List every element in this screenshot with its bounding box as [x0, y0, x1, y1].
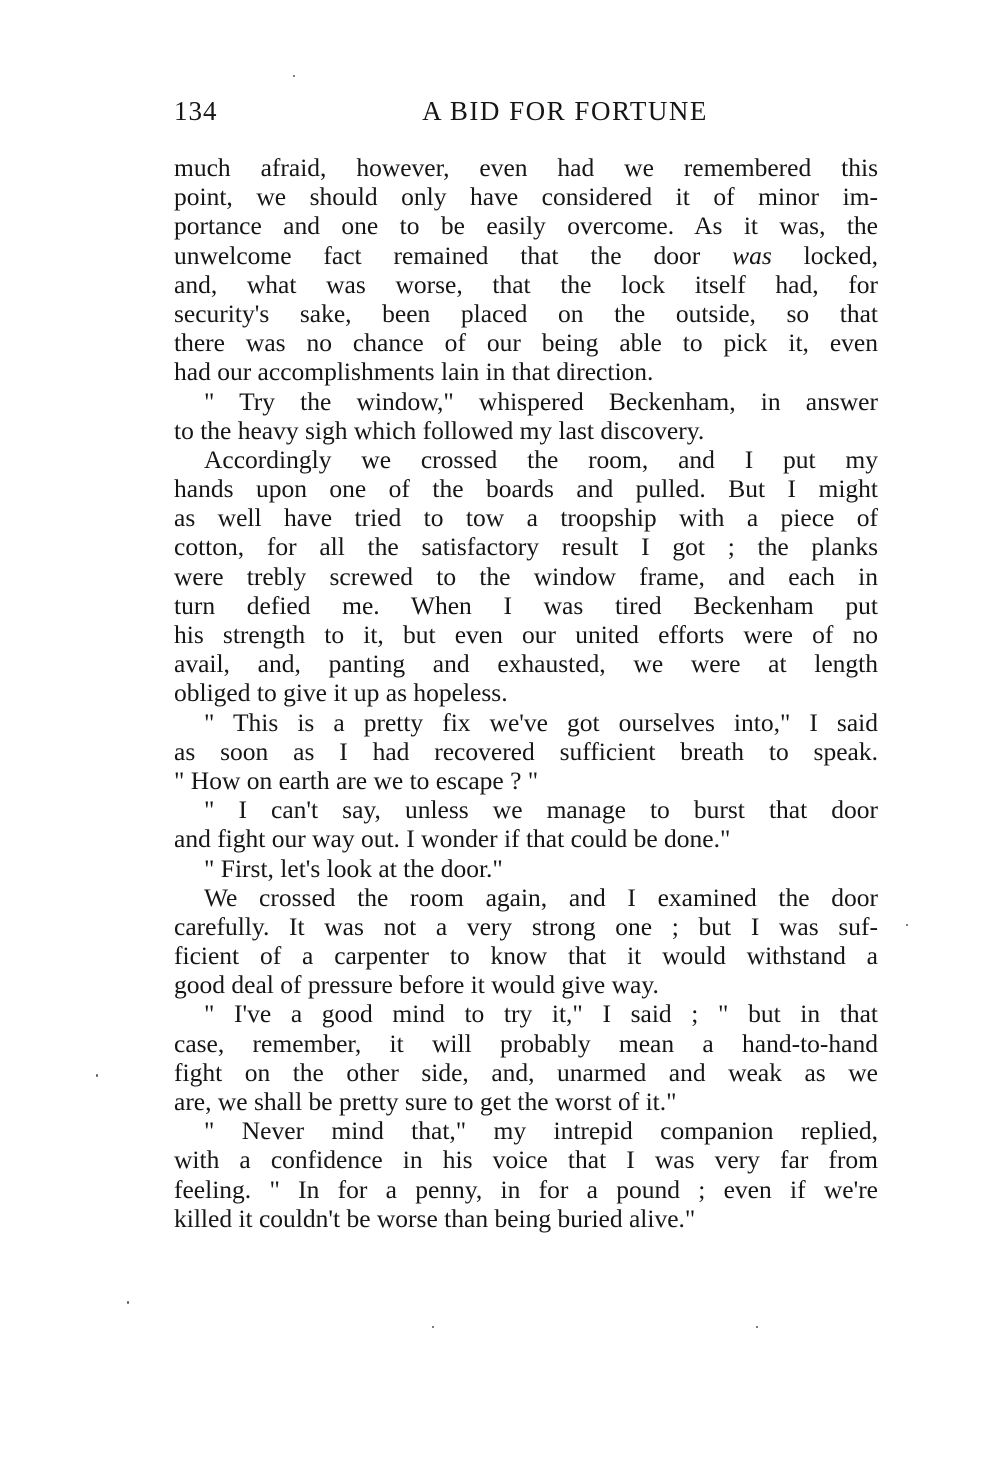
text-line: unwelcome fact remained that the door was locked,	[174, 240, 878, 270]
text-line: there was no chance of our being able to pick it, even	[174, 328, 878, 358]
text-line: " How on earth are we to escape ? "	[174, 765, 539, 795]
text-line: feeling. " In for a penny, in for a pound ; even if we're	[174, 1174, 878, 1204]
scan-speck	[96, 1074, 98, 1077]
text-line: Accordingly we crossed the room, and I put my	[204, 444, 878, 474]
text-line: " I can't say, unless we manage to burst that door	[204, 795, 878, 825]
text-line: point, we should only have considered it of minor im-	[174, 182, 878, 212]
text-line: good deal of pressure before it would give way.	[174, 970, 659, 1000]
text-line: and, what was worse, that the lock itself had, for	[174, 269, 878, 299]
text-line: " Try the window," whispered Beckenham, in answer	[204, 386, 878, 416]
text-line: his strength to it, but even our united efforts were of no	[174, 620, 878, 649]
body-text	[174, 153, 878, 1233]
text-line: were trebly screwed to the window frame, and each in	[174, 561, 878, 591]
scan-speck	[756, 1326, 758, 1328]
running-title: A BID FOR FORTUNE	[422, 96, 708, 126]
text-line: killed it couldn't be worse than being buried alive."	[174, 1203, 696, 1233]
text-line: with a confidence in his voice that I was very far from	[174, 1145, 878, 1175]
text-line: " I've a good mind to try it," I said ; " but in that	[204, 999, 878, 1029]
text-line: " Never mind that," my intrepid companion replied,	[204, 1116, 878, 1146]
text-line: much afraid, however, even had we remembered this	[174, 153, 878, 182]
emphasized-word: was	[732, 240, 772, 270]
text-line: cotton, for all the satisfactory result I got ; the planks	[174, 532, 878, 562]
text-line: carefully. It was not a very strong one ; but I was suf-	[174, 911, 878, 941]
text-line: fight on the other side, and, unarmed and weak as we	[174, 1057, 878, 1087]
text-line: had our accomplishments lain in that direction.	[174, 357, 654, 387]
text-line: security's sake, been placed on the outside, so that	[174, 298, 878, 328]
text-line: as well have tried to tow a troopship with a piece of	[174, 503, 878, 533]
scan-speck	[127, 1301, 129, 1304]
scan-speck	[293, 75, 295, 77]
page-number: 134	[174, 96, 218, 126]
text-line: are, we shall be pretty sure to get the worst of it."	[174, 1087, 677, 1116]
text-line: " This is a pretty fix we've got ourselves into," I said	[204, 707, 878, 737]
text-line: hands upon one of the boards and pulled. But I might	[174, 474, 878, 504]
scan-speck	[906, 924, 908, 926]
text-line: to the heavy sigh which followed my last discovery.	[174, 415, 705, 445]
text-line: portance and one to be easily overcome. As it was, the	[174, 211, 878, 241]
text-line: case, remember, it will probably mean a hand-to-hand	[174, 1028, 878, 1058]
text-line: " First, let's look at the door."	[204, 853, 503, 883]
page-header	[174, 96, 878, 136]
scan-speck	[432, 1326, 434, 1328]
text-line: avail, and, panting and exhausted, we were at length	[174, 649, 878, 679]
text-line: obliged to give it up as hopeless.	[174, 678, 508, 708]
text-line: turn defied me. When I was tired Beckenham put	[174, 590, 878, 620]
text-line: ficient of a carpenter to know that it would withstand a	[174, 941, 878, 971]
text-line: as soon as I had recovered sufficient breath to speak.	[174, 736, 878, 766]
text-line: and fight our way out. I wonder if that could be done."	[174, 824, 731, 854]
text-line: We crossed the room again, and I examined the door	[204, 882, 878, 912]
